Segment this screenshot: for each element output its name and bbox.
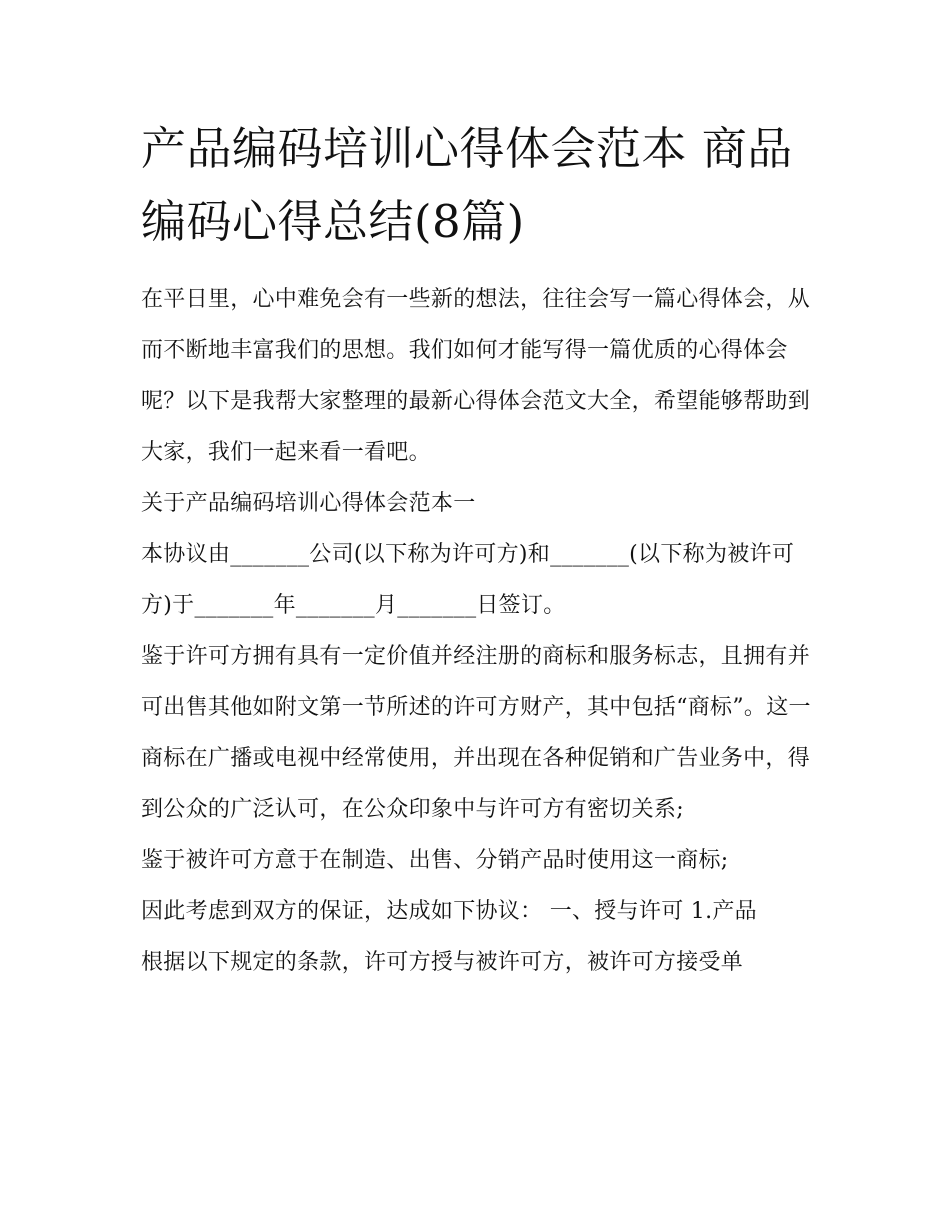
agreement-clause-paragraph: 因此考虑到双方的保证，达成如下协议： 一、授与许可 1.产品 bbox=[141, 899, 757, 924]
licensee-recital-paragraph: 鉴于被许可方意于在制造、出售、分销产品时使用这一商标; bbox=[141, 848, 729, 873]
licensor-recital-paragraph: 鉴于许可方拥有具有一定价值并经注册的商标和服务标志，且拥有并可出售其他如附文第一节所述的许可方财产，其中包括“商标”。这一商标在广播或电视中经常使用，并出现在各种促销和广告业务中，得到公众的广泛认可，在公众印象中与许可方有密切关系; bbox=[141, 644, 811, 822]
document-body bbox=[141, 274, 821, 988]
agreement-parties-paragraph: 本协议由_______公司(以下称为许可方)和_______(以下称为被许可方)于_______年_______月_______日签订。 bbox=[141, 542, 795, 618]
section-heading: 关于产品编码培训心得体会范本一 bbox=[141, 491, 476, 516]
document-title: 产品编码培训心得体会范本 商品编码心得总结(8篇) bbox=[141, 122, 793, 248]
intro-paragraph: 在平日里，心中难免会有一些新的想法，往往会写一篇心得体会，从而不断地丰富我们的思想。我们如何才能写得一篇优质的心得体会呢？以下是我帮大家整理的最新心得体会范文大全，希望能够帮助到大家，我们一起来看一看吧。 bbox=[141, 287, 811, 465]
document-page bbox=[141, 112, 821, 988]
terms-paragraph: 根据以下规定的条款，许可方授与被许可方，被许可方接受单 bbox=[141, 950, 744, 975]
